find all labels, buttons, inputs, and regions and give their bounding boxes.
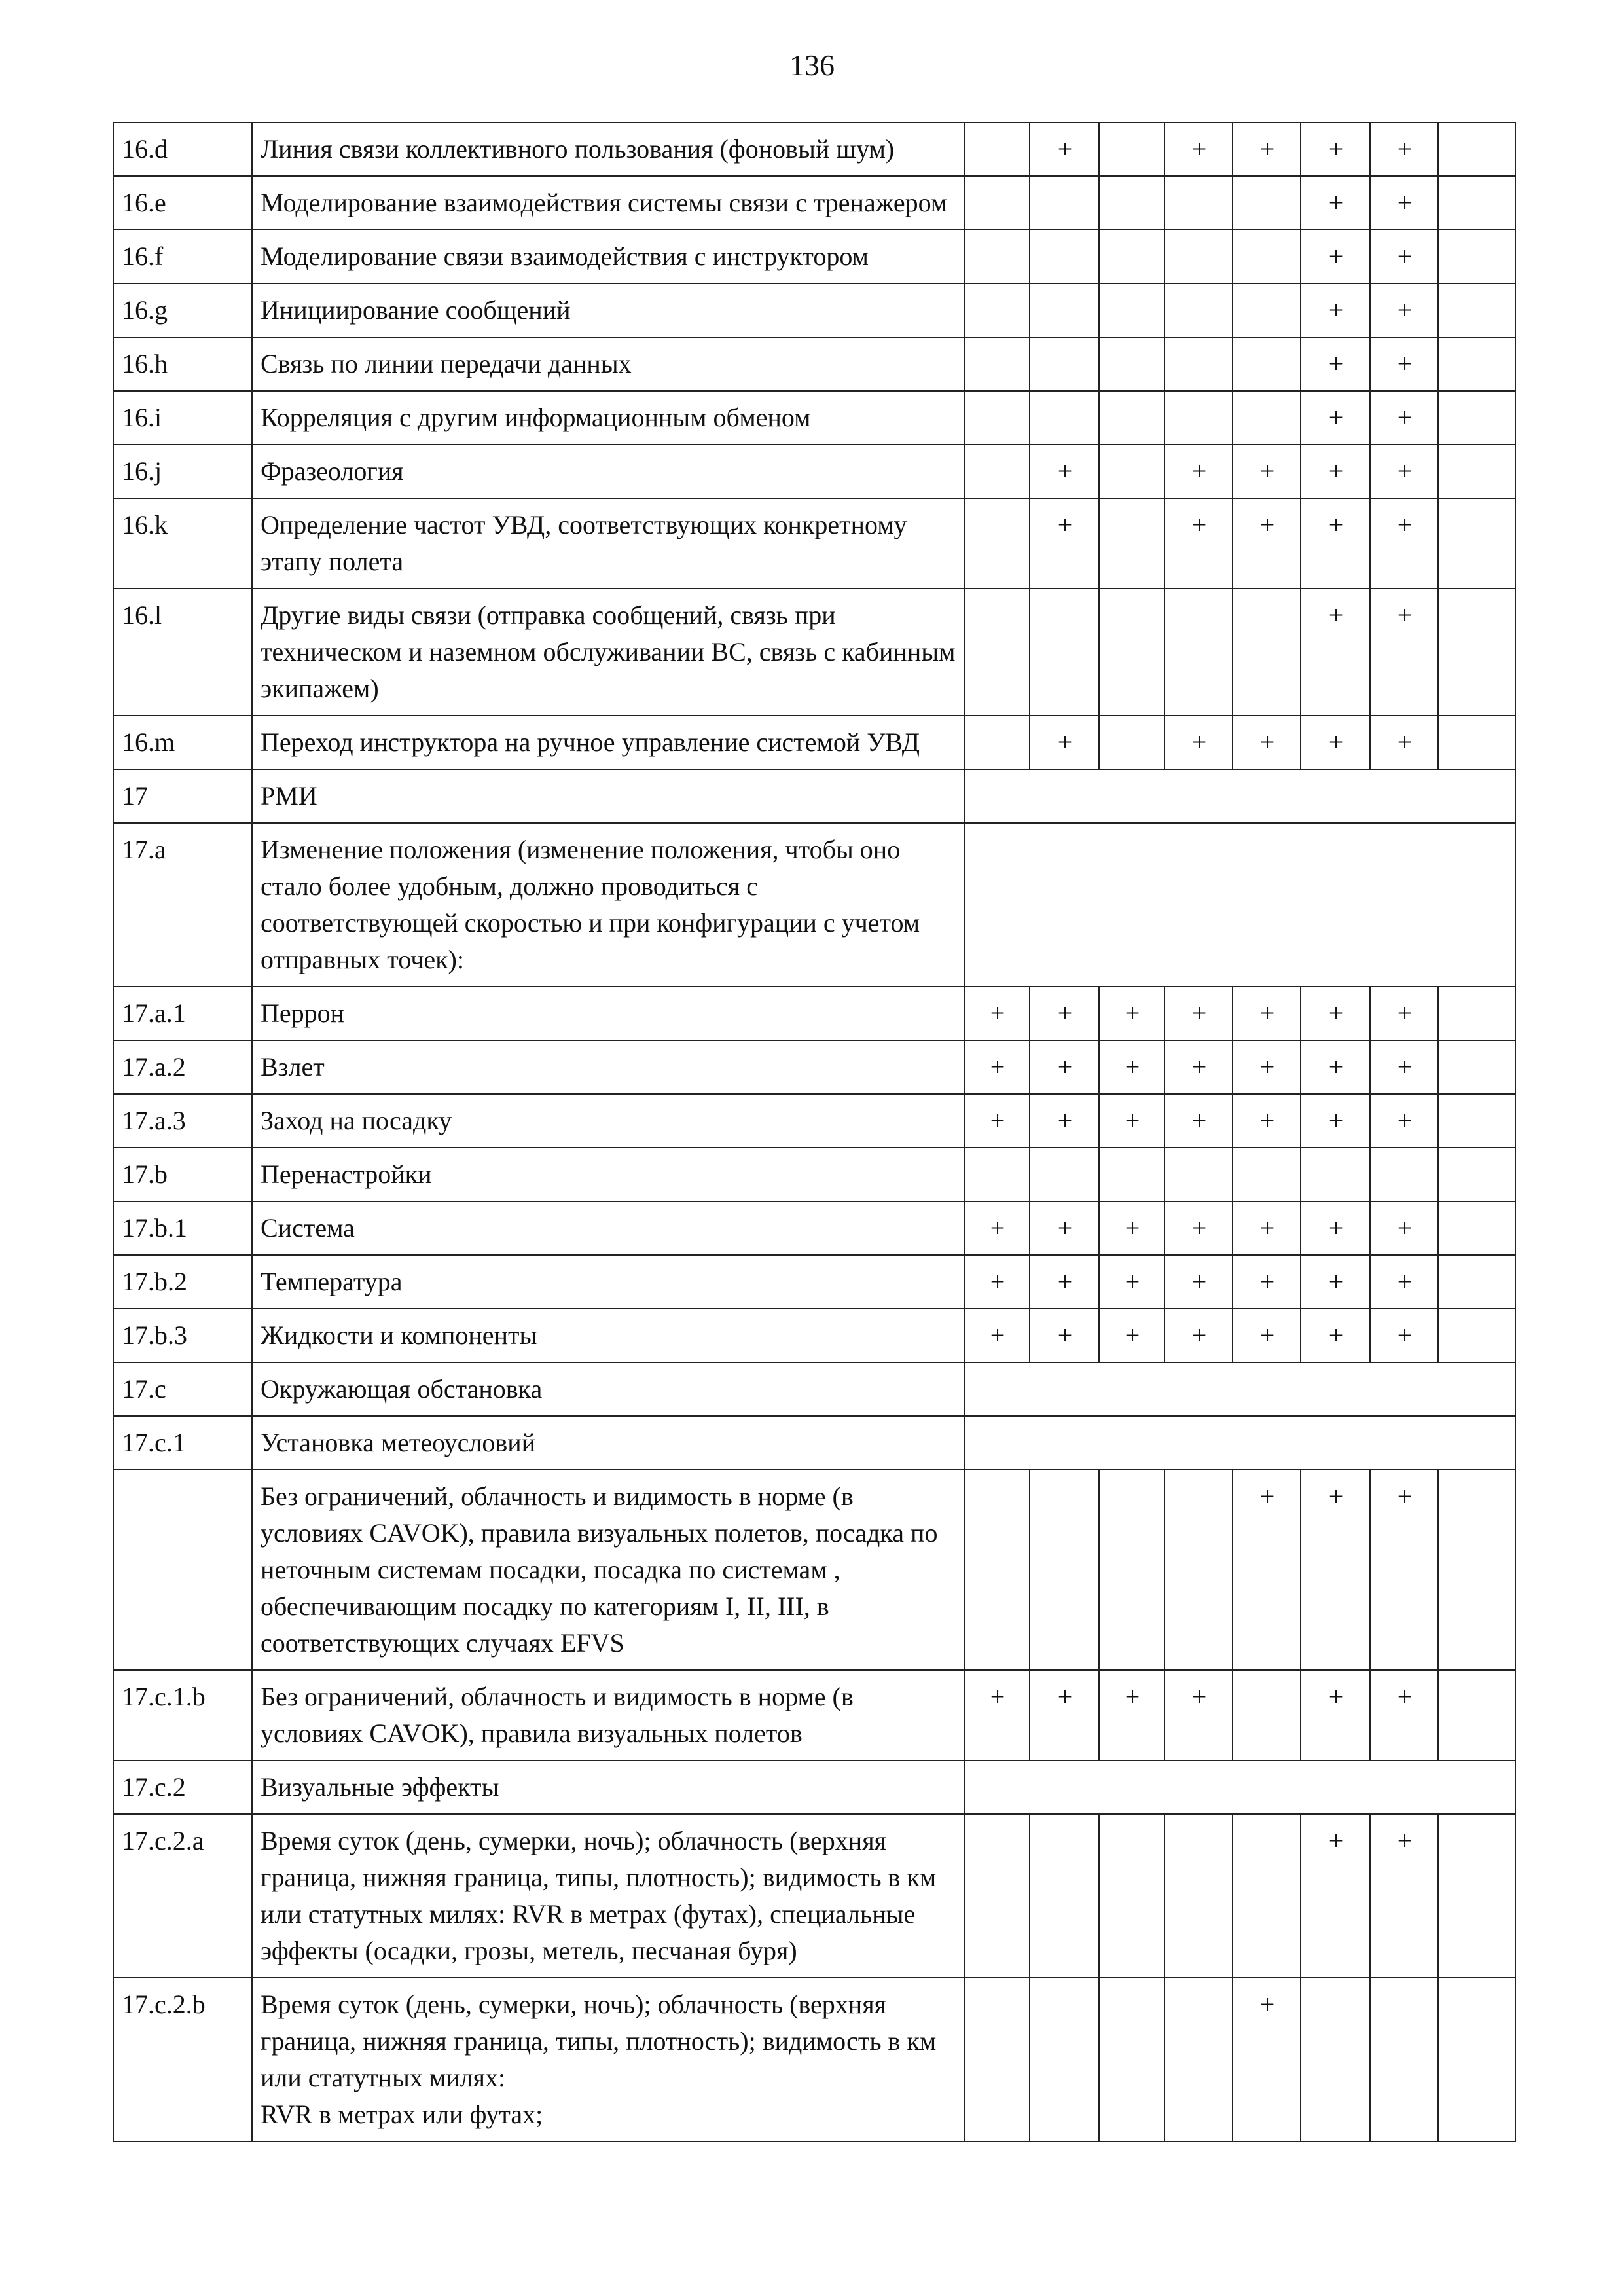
- mark-cell: +: [1030, 1040, 1099, 1094]
- row-number: 17.c.1: [113, 1416, 252, 1470]
- mark-cell: +: [1301, 1255, 1370, 1309]
- mark-cell: +: [1370, 1094, 1438, 1148]
- row-description: Другие виды связи (отправка сообщений, связь при техническом и наземном обслуживании ВС, связь с кабинным экипажем): [252, 589, 964, 716]
- mark-cell: +: [1030, 445, 1099, 498]
- mark-cell: +: [1233, 716, 1301, 769]
- mark-cell: [1438, 1470, 1515, 1670]
- mark-cell: +: [1370, 176, 1438, 230]
- mark-cell: +: [1030, 498, 1099, 589]
- mark-cell: [1099, 716, 1164, 769]
- mark-cell: [1164, 176, 1233, 230]
- mark-cell: +: [1233, 1201, 1301, 1255]
- mark-cell: [1099, 337, 1164, 391]
- mark-cell: [1438, 391, 1515, 445]
- row-number: 16.d: [113, 122, 252, 176]
- row-description: Система: [252, 1201, 964, 1255]
- mark-cell: +: [1099, 1670, 1164, 1760]
- mark-cell: [964, 1814, 1030, 1978]
- table-row: [113, 1978, 1515, 2141]
- mark-cell: [1301, 1978, 1370, 2141]
- table-row: [113, 498, 1515, 589]
- row-number: 17.b.2: [113, 1255, 252, 1309]
- mark-cell: +: [1370, 1255, 1438, 1309]
- merged-empty-cell: [964, 1760, 1515, 1814]
- table-row: [113, 176, 1515, 230]
- mark-cell: [1099, 445, 1164, 498]
- row-number: 16.f: [113, 230, 252, 283]
- table-row: [113, 1760, 1515, 1814]
- mark-cell: [1099, 1814, 1164, 1978]
- row-description: Фразеология: [252, 445, 964, 498]
- mark-cell: +: [1301, 391, 1370, 445]
- table-row: [113, 1814, 1515, 1978]
- row-description: Моделирование связи взаимодействия с инструктором: [252, 230, 964, 283]
- mark-cell: +: [1301, 1040, 1370, 1094]
- mark-cell: [1438, 589, 1515, 716]
- mark-cell: [1164, 589, 1233, 716]
- row-description: Установка метеоусловий: [252, 1416, 964, 1470]
- row-number: 16.k: [113, 498, 252, 589]
- mark-cell: [964, 716, 1030, 769]
- row-number: [113, 1470, 252, 1670]
- mark-cell: +: [1099, 1201, 1164, 1255]
- mark-cell: +: [1233, 122, 1301, 176]
- mark-cell: [1233, 1814, 1301, 1978]
- table-row: [113, 122, 1515, 176]
- mark-cell: [1438, 176, 1515, 230]
- mark-cell: +: [1370, 498, 1438, 589]
- mark-cell: +: [1233, 1094, 1301, 1148]
- mark-cell: [964, 283, 1030, 337]
- mark-cell: +: [1164, 1255, 1233, 1309]
- mark-cell: +: [1164, 987, 1233, 1040]
- row-number: 16.e: [113, 176, 252, 230]
- row-number: 17.c.1.b: [113, 1670, 252, 1760]
- mark-cell: [1030, 589, 1099, 716]
- mark-cell: [1030, 1148, 1099, 1201]
- row-number: 17.c.2.b: [113, 1978, 252, 2141]
- table-row: [113, 1362, 1515, 1416]
- mark-cell: +: [964, 1201, 1030, 1255]
- mark-cell: +: [1370, 716, 1438, 769]
- mark-cell: [1438, 1978, 1515, 2141]
- row-description: Перрон: [252, 987, 964, 1040]
- mark-cell: +: [1233, 1255, 1301, 1309]
- mark-cell: +: [1099, 1094, 1164, 1148]
- mark-cell: [1030, 283, 1099, 337]
- mark-cell: +: [1370, 1040, 1438, 1094]
- merged-empty-cell: [964, 1362, 1515, 1416]
- row-description: Определение частот УВД, соответствующих конкретному этапу полета: [252, 498, 964, 589]
- mark-cell: +: [1301, 283, 1370, 337]
- mark-cell: [1438, 498, 1515, 589]
- mark-cell: [1438, 1814, 1515, 1978]
- mark-cell: [1164, 1978, 1233, 2141]
- mark-cell: +: [1301, 1201, 1370, 1255]
- mark-cell: +: [1370, 1670, 1438, 1760]
- row-number: 17.a.3: [113, 1094, 252, 1148]
- mark-cell: +: [1370, 987, 1438, 1040]
- table-row: [113, 1094, 1515, 1148]
- row-description: Без ограничений, облачность и видимость в норме (в условиях CAVOK), правила визуальных полетов: [252, 1670, 964, 1760]
- mark-cell: +: [964, 1040, 1030, 1094]
- mark-cell: [1438, 1255, 1515, 1309]
- mark-cell: +: [1301, 445, 1370, 498]
- mark-cell: [1438, 716, 1515, 769]
- mark-cell: [1099, 498, 1164, 589]
- mark-cell: [1438, 337, 1515, 391]
- row-description: Линия связи коллективного пользования (фоновый шум): [252, 122, 964, 176]
- mark-cell: +: [1099, 1040, 1164, 1094]
- row-description: Взлет: [252, 1040, 964, 1094]
- mark-cell: +: [1370, 230, 1438, 283]
- mark-cell: [1099, 1148, 1164, 1201]
- table-row: [113, 283, 1515, 337]
- mark-cell: +: [1370, 283, 1438, 337]
- mark-cell: [1099, 122, 1164, 176]
- row-number: 17.b.3: [113, 1309, 252, 1362]
- mark-cell: [964, 176, 1030, 230]
- mark-cell: [964, 391, 1030, 445]
- mark-cell: +: [1301, 176, 1370, 230]
- mark-cell: +: [1370, 337, 1438, 391]
- row-number: 17: [113, 769, 252, 823]
- mark-cell: +: [1301, 1309, 1370, 1362]
- mark-cell: [1164, 1814, 1233, 1978]
- mark-cell: [964, 1978, 1030, 2141]
- mark-cell: [1438, 445, 1515, 498]
- row-number: 16.h: [113, 337, 252, 391]
- row-description: Моделирование взаимодействия системы связи с тренажером: [252, 176, 964, 230]
- row-description: Визуальные эффекты: [252, 1760, 964, 1814]
- mark-cell: +: [1164, 498, 1233, 589]
- mark-cell: [1030, 1470, 1099, 1670]
- mark-cell: [1438, 1094, 1515, 1148]
- mark-cell: +: [1233, 1978, 1301, 2141]
- mark-cell: [1438, 230, 1515, 283]
- mark-cell: [1099, 1470, 1164, 1670]
- mark-cell: +: [1301, 716, 1370, 769]
- mark-cell: +: [1233, 498, 1301, 589]
- mark-cell: [1099, 176, 1164, 230]
- mark-cell: [1099, 230, 1164, 283]
- mark-cell: +: [964, 987, 1030, 1040]
- row-number: 17.a: [113, 823, 252, 987]
- mark-cell: [1164, 391, 1233, 445]
- row-number: 17.a.2: [113, 1040, 252, 1094]
- merged-empty-cell: [964, 823, 1515, 987]
- mark-cell: +: [1164, 1040, 1233, 1094]
- row-description: Заход на посадку: [252, 1094, 964, 1148]
- mark-cell: [1164, 1148, 1233, 1201]
- row-number: 16.m: [113, 716, 252, 769]
- mark-cell: +: [1233, 1040, 1301, 1094]
- table-row: [113, 589, 1515, 716]
- mark-cell: +: [1370, 1201, 1438, 1255]
- mark-cell: [1030, 337, 1099, 391]
- mark-cell: +: [1301, 230, 1370, 283]
- mark-cell: [1099, 1978, 1164, 2141]
- requirements-table: [113, 122, 1516, 2142]
- mark-cell: +: [1164, 716, 1233, 769]
- mark-cell: [964, 498, 1030, 589]
- mark-cell: +: [1030, 1201, 1099, 1255]
- mark-cell: +: [1301, 1470, 1370, 1670]
- mark-cell: +: [1370, 391, 1438, 445]
- row-description: Время суток (день, сумерки, ночь); облачность (верхняя граница, нижняя граница, типы, плотность); видимость в км или статутных милях: RVR в метрах (футах), специальные эффекты (осадки, грозы, метель, песчаная буря): [252, 1814, 964, 1978]
- row-description: Температура: [252, 1255, 964, 1309]
- mark-cell: [1438, 1148, 1515, 1201]
- mark-cell: +: [1301, 589, 1370, 716]
- row-number: 17.c.2.a: [113, 1814, 252, 1978]
- table-row: [113, 987, 1515, 1040]
- table-row: [113, 230, 1515, 283]
- mark-cell: [964, 230, 1030, 283]
- mark-cell: [964, 122, 1030, 176]
- table-row: [113, 1040, 1515, 1094]
- mark-cell: [1370, 1978, 1438, 2141]
- mark-cell: [1438, 1670, 1515, 1760]
- row-number: 16.i: [113, 391, 252, 445]
- mark-cell: [1164, 337, 1233, 391]
- mark-cell: +: [1099, 1309, 1164, 1362]
- mark-cell: +: [1301, 987, 1370, 1040]
- row-number: 17.c: [113, 1362, 252, 1416]
- mark-cell: +: [1370, 1814, 1438, 1978]
- mark-cell: +: [1301, 337, 1370, 391]
- mark-cell: +: [1370, 1309, 1438, 1362]
- mark-cell: +: [1164, 1094, 1233, 1148]
- mark-cell: [1438, 987, 1515, 1040]
- mark-cell: +: [964, 1670, 1030, 1760]
- mark-cell: +: [1301, 122, 1370, 176]
- table-row: [113, 1416, 1515, 1470]
- mark-cell: [1030, 391, 1099, 445]
- table-row: [113, 337, 1515, 391]
- table-row: [113, 1255, 1515, 1309]
- table-row: [113, 1309, 1515, 1362]
- mark-cell: +: [1164, 445, 1233, 498]
- mark-cell: [1164, 283, 1233, 337]
- mark-cell: +: [1099, 1255, 1164, 1309]
- mark-cell: +: [1370, 122, 1438, 176]
- mark-cell: +: [1164, 1201, 1233, 1255]
- mark-cell: +: [1233, 987, 1301, 1040]
- page-number: 136: [789, 48, 835, 82]
- mark-cell: [1233, 337, 1301, 391]
- mark-cell: +: [1030, 716, 1099, 769]
- mark-cell: +: [1164, 1670, 1233, 1760]
- mark-cell: [964, 1470, 1030, 1670]
- row-number: 16.j: [113, 445, 252, 498]
- mark-cell: +: [1301, 1094, 1370, 1148]
- mark-cell: [1164, 230, 1233, 283]
- mark-cell: +: [1233, 1470, 1301, 1670]
- row-number: 17.a.1: [113, 987, 252, 1040]
- table-row: [113, 1148, 1515, 1201]
- row-number: 16.l: [113, 589, 252, 716]
- mark-cell: [1099, 589, 1164, 716]
- mark-cell: [964, 1148, 1030, 1201]
- mark-cell: [1099, 283, 1164, 337]
- mark-cell: +: [1164, 122, 1233, 176]
- row-description: Окружающая обстановка: [252, 1362, 964, 1416]
- table-row: [113, 1670, 1515, 1760]
- mark-cell: [1438, 1309, 1515, 1362]
- mark-cell: [1030, 230, 1099, 283]
- mark-cell: +: [1030, 1094, 1099, 1148]
- mark-cell: [1030, 1814, 1099, 1978]
- mark-cell: +: [964, 1094, 1030, 1148]
- mark-cell: [964, 589, 1030, 716]
- mark-cell: +: [1233, 1309, 1301, 1362]
- merged-empty-cell: [964, 1416, 1515, 1470]
- mark-cell: [1370, 1148, 1438, 1201]
- mark-cell: +: [1030, 1670, 1099, 1760]
- mark-cell: [1301, 1148, 1370, 1201]
- table-row: [113, 1201, 1515, 1255]
- mark-cell: [1233, 176, 1301, 230]
- mark-cell: [1438, 1040, 1515, 1094]
- mark-cell: [1233, 1670, 1301, 1760]
- mark-cell: +: [1233, 445, 1301, 498]
- row-description: Корреляция с другим информационным обменом: [252, 391, 964, 445]
- table-row: [113, 823, 1515, 987]
- mark-cell: [1030, 176, 1099, 230]
- mark-cell: +: [1030, 122, 1099, 176]
- mark-cell: +: [1030, 1255, 1099, 1309]
- mark-cell: +: [1301, 1670, 1370, 1760]
- table-row: [113, 716, 1515, 769]
- mark-cell: [1233, 391, 1301, 445]
- row-description: Связь по линии передачи данных: [252, 337, 964, 391]
- mark-cell: [1164, 1470, 1233, 1670]
- row-number: 16.g: [113, 283, 252, 337]
- table-row: [113, 769, 1515, 823]
- row-description: Переход инструктора на ручное управление системой УВД: [252, 716, 964, 769]
- mark-cell: +: [1370, 589, 1438, 716]
- row-description: РМИ: [252, 769, 964, 823]
- row-description: Инициирование сообщений: [252, 283, 964, 337]
- mark-cell: [1099, 391, 1164, 445]
- table-row: [113, 1470, 1515, 1670]
- mark-cell: +: [964, 1255, 1030, 1309]
- mark-cell: [1233, 283, 1301, 337]
- row-description: Перенастройки: [252, 1148, 964, 1201]
- merged-empty-cell: [964, 769, 1515, 823]
- mark-cell: [1233, 589, 1301, 716]
- mark-cell: [1438, 122, 1515, 176]
- mark-cell: [1438, 283, 1515, 337]
- mark-cell: +: [1370, 445, 1438, 498]
- row-description: Жидкости и компоненты: [252, 1309, 964, 1362]
- mark-cell: +: [1301, 498, 1370, 589]
- row-number: 17.b.1: [113, 1201, 252, 1255]
- mark-cell: [1438, 1201, 1515, 1255]
- mark-cell: [1233, 230, 1301, 283]
- row-number: 17.b: [113, 1148, 252, 1201]
- mark-cell: +: [1099, 987, 1164, 1040]
- mark-cell: [964, 445, 1030, 498]
- row-description: Без ограничений, облачность и видимость в норме (в условиях CAVOK), правила визуальных полетов, посадка по неточным системам посадки, посадка по системам , обеспечивающим посадку по категориям I, II, III, в соответствующих случаях EFVS: [252, 1470, 964, 1670]
- mark-cell: +: [1370, 1470, 1438, 1670]
- mark-cell: [1030, 1978, 1099, 2141]
- table-row: [113, 445, 1515, 498]
- table-row: [113, 391, 1515, 445]
- mark-cell: +: [1164, 1309, 1233, 1362]
- mark-cell: +: [1030, 1309, 1099, 1362]
- row-description: Время суток (день, сумерки, ночь); облачность (верхняя граница, нижняя граница, типы, плотность); видимость в км или статутных милях: RVR в метрах или футах;: [252, 1978, 964, 2141]
- mark-cell: [1233, 1148, 1301, 1201]
- mark-cell: +: [964, 1309, 1030, 1362]
- mark-cell: +: [1301, 1814, 1370, 1978]
- mark-cell: [964, 337, 1030, 391]
- mark-cell: +: [1030, 987, 1099, 1040]
- row-description: Изменение положения (изменение положения, чтобы оно стало более удобным, должно проводиться с соответствующей скоростью и при конфигурации с учетом отправных точек):: [252, 823, 964, 987]
- row-number: 17.c.2: [113, 1760, 252, 1814]
